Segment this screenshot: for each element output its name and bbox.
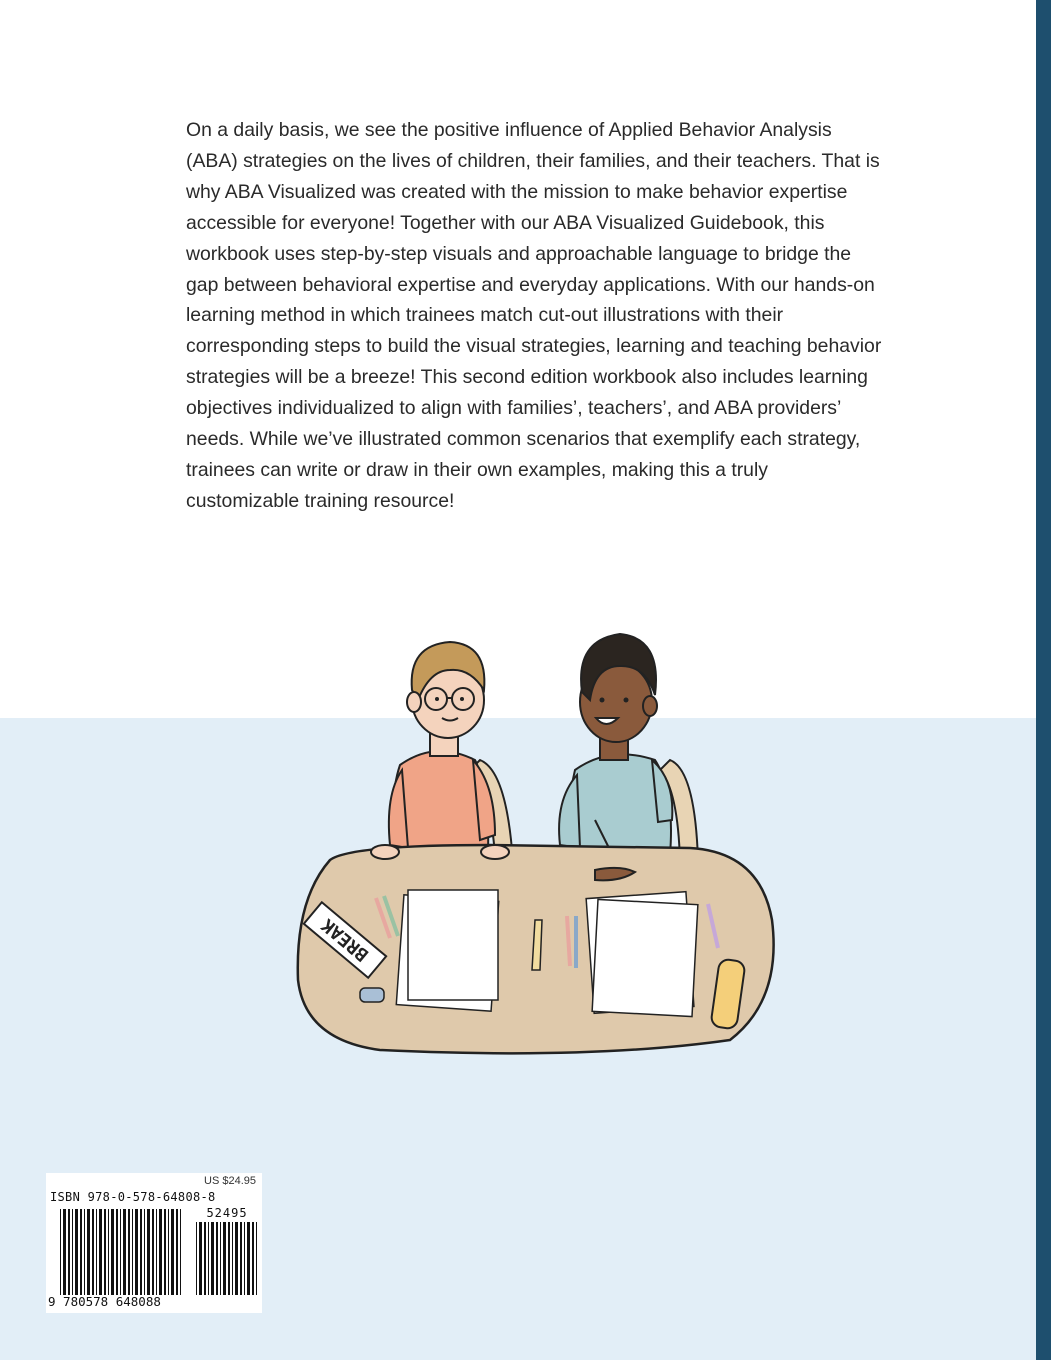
barcode-bar	[116, 1209, 118, 1295]
barcode-bar	[176, 1209, 178, 1295]
barcode-bar	[252, 1222, 254, 1295]
barcode-bar	[164, 1209, 166, 1295]
barcode-bar	[108, 1209, 109, 1295]
barcode-bar	[68, 1209, 70, 1295]
barcode-bar	[132, 1209, 133, 1295]
barcode-bar	[84, 1209, 85, 1295]
barcode-bar	[111, 1209, 114, 1295]
barcode-bar	[147, 1209, 150, 1295]
addon-barcode	[196, 1222, 258, 1295]
barcode-bar	[247, 1222, 250, 1295]
barcode-bar	[180, 1209, 181, 1295]
barcode-bar	[235, 1222, 238, 1295]
price-label: US $24.95	[204, 1175, 256, 1187]
barcode-bar	[80, 1209, 82, 1295]
barcode-bar	[232, 1222, 233, 1295]
barcode-bar	[128, 1209, 130, 1295]
paper-stack-right	[586, 892, 698, 1017]
barcode-bar	[216, 1222, 218, 1295]
barcode-bar	[199, 1222, 202, 1295]
barcode-bar	[211, 1222, 214, 1295]
barcode-bar	[168, 1209, 169, 1295]
barcode-bar	[87, 1209, 90, 1295]
svg-text:BREAK: BREAK	[317, 914, 373, 966]
addon-number: 52495	[206, 1206, 248, 1220]
barcode-bar	[75, 1209, 78, 1295]
boy-right	[559, 634, 672, 870]
barcode-bar	[156, 1209, 157, 1295]
barcode-bar	[60, 1209, 61, 1295]
barcode-bar	[159, 1209, 162, 1295]
spine-stripe	[1036, 0, 1051, 1360]
barcode-bar	[144, 1209, 145, 1295]
children-at-table-illustration	[290, 620, 800, 1060]
barcode-bar	[99, 1209, 102, 1295]
barcode-bar	[228, 1222, 230, 1295]
boy-left	[389, 642, 495, 855]
barcode-bar	[63, 1209, 66, 1295]
barcode-bar	[204, 1222, 206, 1295]
barcode-bar	[240, 1222, 242, 1295]
barcode-bar	[256, 1222, 257, 1295]
barcode-label	[46, 1173, 262, 1313]
barcode-bar	[92, 1209, 94, 1295]
isbn-number: ISBN 978-0-578-64808-8	[50, 1190, 216, 1204]
paper-stack-left	[396, 890, 498, 1011]
back-cover-description: On a daily basis, we see the positive influence of Applied Behavior Analysis (ABA) strategies on the lives of children, their families, and their teachers. That is why ABA Visualized was created with the mission to make behavior expertise accessible for everyone! Together with our ABA Visualized Guidebook, this workbook uses step-by-step visuals and approachable language to bridge the gap between behavioral expertise and everyday applications. With our hands-on learning method in which trainees match cut-out illustrations with their corresponding steps to build the visual strategies, learning and teaching behavior strategies will be a breeze! This second edition workbook also includes learning objectives individualized to align with families’, teachers’, and ABA providers’ needs. While we’ve illustrated common scenarios that exemplify each strategy, trainees can write or draw in their own examples, making this a truly customizable training resource!	[186, 119, 882, 512]
barcode-bar	[140, 1209, 142, 1295]
barcode-bar	[244, 1222, 245, 1295]
barcode-bar	[152, 1209, 154, 1295]
barcode-bar	[135, 1209, 138, 1295]
barcode-bar	[104, 1209, 106, 1295]
barcode-bar	[223, 1222, 226, 1295]
barcode-bar	[171, 1209, 174, 1295]
ean-barcode	[60, 1209, 184, 1295]
barcode-bar	[208, 1222, 209, 1295]
barcode-bar	[120, 1209, 121, 1295]
barcode-bar	[123, 1209, 126, 1295]
barcode-bar	[72, 1209, 73, 1295]
barcode-bar	[220, 1222, 221, 1295]
barcode-bar	[196, 1222, 197, 1295]
barcode-bar	[96, 1209, 97, 1295]
ean-number: 9 780578 648088	[48, 1294, 161, 1309]
